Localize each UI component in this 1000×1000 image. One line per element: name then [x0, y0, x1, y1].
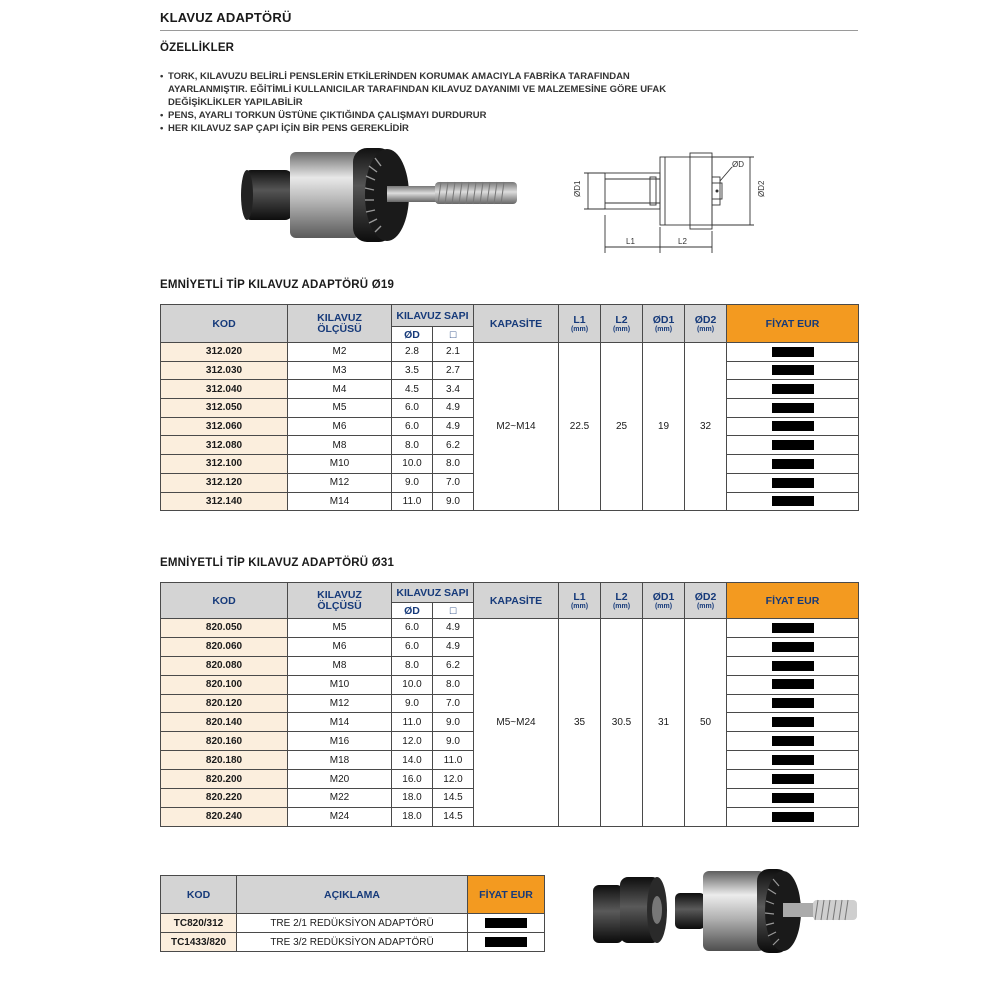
table19	[160, 304, 859, 511]
table19-heading: EMNİYETLİ TİP KILAVUZ ADAPTÖRÜ Ø19	[160, 279, 395, 291]
tap-size-cell: M12	[288, 473, 392, 492]
col-l2: L2 (mm)	[601, 583, 643, 619]
shank-diameter-cell: 6.0	[392, 417, 433, 436]
shank-square-cell: 3.4	[433, 380, 474, 399]
code-cell: 820.140	[161, 713, 288, 732]
col-od2: ØD2 (mm)	[685, 305, 727, 343]
shank-square-cell: 4.9	[433, 619, 474, 638]
od2-cell: 50	[685, 619, 727, 827]
col-od1: ØD1 (mm)	[643, 583, 685, 619]
col-kod: KOD	[161, 876, 237, 914]
shank-square-cell: 2.1	[433, 343, 474, 362]
tap-size-cell: M22	[288, 789, 392, 808]
price-redacted-bar	[485, 937, 527, 947]
price-redacted-bar	[772, 623, 814, 633]
price-redacted-bar	[772, 403, 814, 413]
price-redacted-bar	[772, 698, 814, 708]
code-cell: 312.100	[161, 455, 288, 474]
price-cell	[727, 436, 859, 455]
price-redacted-bar	[772, 384, 814, 394]
code-cell: 820.050	[161, 619, 288, 638]
tap-size-cell: M8	[288, 436, 392, 455]
col-kilavuz-olcusu: KILAVUZ ÖLÇÜSÜ	[288, 583, 392, 619]
drawing-l2-label: L2	[678, 237, 687, 246]
price-cell	[727, 343, 859, 362]
tap-size-cell: M14	[288, 713, 392, 732]
shank-diameter-cell: 8.0	[392, 436, 433, 455]
shank-square-cell: 14.5	[433, 807, 474, 826]
table-row	[161, 933, 545, 952]
col-od2: ØD2 (mm)	[685, 583, 727, 619]
price-redacted-bar	[772, 496, 814, 506]
col-kilavuz-olcusu: KILAVUZ ÖLÇÜSÜ	[288, 305, 392, 343]
shank-square-cell: 4.9	[433, 399, 474, 418]
col-square: □	[433, 603, 474, 619]
price-redacted-bar	[772, 793, 814, 803]
price-cell	[727, 713, 859, 732]
code-cell: 312.020	[161, 343, 288, 362]
price-cell	[727, 455, 859, 474]
tap-size-cell: M24	[288, 807, 392, 826]
price-redacted-bar	[772, 642, 814, 652]
col-kod: KOD	[161, 305, 288, 343]
code-cell: 312.140	[161, 492, 288, 511]
capacity-cell: M2~M14	[474, 343, 559, 511]
table31	[160, 582, 859, 827]
code-cell: 312.120	[161, 473, 288, 492]
shank-diameter-cell: 12.0	[392, 732, 433, 751]
shank-square-cell: 12.0	[433, 770, 474, 789]
price-cell	[727, 399, 859, 418]
price-redacted-bar	[772, 421, 814, 431]
code-cell: 312.050	[161, 399, 288, 418]
shank-diameter-cell: 14.0	[392, 751, 433, 770]
price-cell	[468, 914, 545, 933]
shank-diameter-cell: 18.0	[392, 807, 433, 826]
code-cell: 312.080	[161, 436, 288, 455]
tap-size-cell: M2	[288, 343, 392, 362]
price-cell	[727, 637, 859, 656]
tap-adapter-technical-drawing	[570, 135, 780, 255]
table31-heading: EMNİYETLİ TİP KILAVUZ ADAPTÖRÜ Ø31	[160, 557, 395, 569]
price-redacted-bar	[485, 918, 527, 928]
tap-size-cell: M5	[288, 399, 392, 418]
shank-square-cell: 6.2	[433, 656, 474, 675]
tap-size-cell: M20	[288, 770, 392, 789]
price-cell	[727, 492, 859, 511]
page-title: KLAVUZ ADAPTÖRÜ	[160, 10, 292, 25]
price-cell	[727, 361, 859, 380]
od1-cell: 19	[643, 343, 685, 511]
shank-square-cell: 7.0	[433, 473, 474, 492]
shank-diameter-cell: 3.5	[392, 361, 433, 380]
shank-diameter-cell: 10.0	[392, 675, 433, 694]
code-cell: 820.080	[161, 656, 288, 675]
code-cell: 820.100	[161, 675, 288, 694]
price-redacted-bar	[772, 774, 814, 784]
accessory-table	[160, 875, 545, 952]
description-cell: TRE 3/2 REDÜKSİYON ADAPTÖRÜ	[237, 933, 468, 952]
tap-size-cell: M4	[288, 380, 392, 399]
title-divider	[160, 30, 858, 31]
col-l2: L2 (mm)	[601, 305, 643, 343]
shank-diameter-cell: 18.0	[392, 789, 433, 808]
shank-square-cell: 2.7	[433, 361, 474, 380]
tap-adapter-photo	[235, 140, 525, 250]
drawing-d2-label: ØD2	[757, 180, 766, 197]
shank-diameter-cell: 6.0	[392, 637, 433, 656]
tap-size-cell: M10	[288, 455, 392, 474]
price-cell	[727, 807, 859, 826]
col-od: ØD	[392, 327, 433, 343]
code-cell: 312.060	[161, 417, 288, 436]
feature-item: • HER KILAVUZ SAP ÇAPI İÇİN BİR PENS GEREKLİDİR	[160, 122, 680, 135]
price-redacted-bar	[772, 661, 814, 671]
col-square: □	[433, 327, 474, 343]
price-redacted-bar	[772, 679, 814, 689]
shank-diameter-cell: 11.0	[392, 492, 433, 511]
tap-size-cell: M16	[288, 732, 392, 751]
code-cell: 312.040	[161, 380, 288, 399]
tap-size-cell: M5	[288, 619, 392, 638]
tap-size-cell: M18	[288, 751, 392, 770]
shank-square-cell: 8.0	[433, 455, 474, 474]
shank-diameter-cell: 8.0	[392, 656, 433, 675]
code-cell: TC1433/820	[161, 933, 237, 952]
table-row	[161, 619, 859, 638]
price-cell	[727, 619, 859, 638]
code-cell: 820.240	[161, 807, 288, 826]
col-kilavuz-sapi: KILAVUZ SAPI	[392, 305, 474, 327]
code-cell: 312.030	[161, 361, 288, 380]
tap-size-cell: M10	[288, 675, 392, 694]
col-kilavuz-sapi: KILAVUZ SAPI	[392, 583, 474, 603]
shank-square-cell: 9.0	[433, 492, 474, 511]
shank-square-cell: 6.2	[433, 436, 474, 455]
price-cell	[727, 732, 859, 751]
l1-cell: 35	[559, 619, 601, 827]
price-cell	[727, 751, 859, 770]
shank-square-cell: 14.5	[433, 789, 474, 808]
shank-square-cell: 11.0	[433, 751, 474, 770]
table-row	[161, 914, 545, 933]
drawing-d1-label: ØD1	[573, 180, 582, 197]
shank-square-cell: 4.9	[433, 417, 474, 436]
tap-size-cell: M8	[288, 656, 392, 675]
price-redacted-bar	[772, 440, 814, 450]
l1-cell: 22.5	[559, 343, 601, 511]
price-cell	[727, 770, 859, 789]
features-heading: ÖZELLİKLER	[160, 42, 235, 54]
reduction-adapter-with-tap-photo	[585, 865, 860, 955]
col-l1: L1 (mm)	[559, 305, 601, 343]
col-od: ØD	[392, 603, 433, 619]
shank-diameter-cell: 6.0	[392, 399, 433, 418]
shank-diameter-cell: 9.0	[392, 694, 433, 713]
col-od1: ØD1 (mm)	[643, 305, 685, 343]
tap-size-cell: M6	[288, 637, 392, 656]
table-row	[161, 343, 859, 362]
drawing-d-label: ØD	[732, 160, 744, 169]
price-cell	[727, 675, 859, 694]
price-redacted-bar	[772, 812, 814, 822]
features-list	[160, 70, 680, 135]
col-fiyat: FİYAT EUR	[727, 305, 859, 343]
price-cell	[727, 694, 859, 713]
l2-cell: 30.5	[601, 619, 643, 827]
code-cell: 820.200	[161, 770, 288, 789]
code-cell: 820.120	[161, 694, 288, 713]
tap-size-cell: M14	[288, 492, 392, 511]
od2-cell: 32	[685, 343, 727, 511]
col-fiyat: FİYAT EUR	[468, 876, 545, 914]
tap-size-cell: M6	[288, 417, 392, 436]
price-cell	[727, 417, 859, 436]
col-aciklama: AÇIKLAMA	[237, 876, 468, 914]
code-cell: 820.220	[161, 789, 288, 808]
shank-diameter-cell: 6.0	[392, 619, 433, 638]
shank-diameter-cell: 9.0	[392, 473, 433, 492]
shank-square-cell: 9.0	[433, 732, 474, 751]
capacity-cell: M5~M24	[474, 619, 559, 827]
price-cell	[468, 933, 545, 952]
price-redacted-bar	[772, 347, 814, 357]
description-cell: TRE 2/1 REDÜKSİYON ADAPTÖRÜ	[237, 914, 468, 933]
price-cell	[727, 656, 859, 675]
code-cell: 820.180	[161, 751, 288, 770]
col-fiyat: FİYAT EUR	[727, 583, 859, 619]
price-redacted-bar	[772, 365, 814, 375]
shank-square-cell: 7.0	[433, 694, 474, 713]
price-redacted-bar	[772, 755, 814, 765]
price-redacted-bar	[772, 717, 814, 727]
l2-cell: 25	[601, 343, 643, 511]
price-redacted-bar	[772, 478, 814, 488]
code-cell: 820.060	[161, 637, 288, 656]
drawing-l1-label: L1	[626, 237, 635, 246]
col-kapasite: KAPASİTE	[474, 305, 559, 343]
col-kod: KOD	[161, 583, 288, 619]
shank-square-cell: 4.9	[433, 637, 474, 656]
od1-cell: 31	[643, 619, 685, 827]
tap-size-cell: M12	[288, 694, 392, 713]
shank-diameter-cell: 10.0	[392, 455, 433, 474]
col-kapasite: KAPASİTE	[474, 583, 559, 619]
tap-size-cell: M3	[288, 361, 392, 380]
shank-diameter-cell: 2.8	[392, 343, 433, 362]
price-cell	[727, 380, 859, 399]
shank-square-cell: 8.0	[433, 675, 474, 694]
shank-diameter-cell: 11.0	[392, 713, 433, 732]
price-redacted-bar	[772, 736, 814, 746]
code-cell: TC820/312	[161, 914, 237, 933]
price-cell	[727, 789, 859, 808]
col-l1: L1 (mm)	[559, 583, 601, 619]
shank-square-cell: 9.0	[433, 713, 474, 732]
shank-diameter-cell: 4.5	[392, 380, 433, 399]
price-redacted-bar	[772, 459, 814, 469]
price-cell	[727, 473, 859, 492]
feature-item: • PENS, AYARLI TORKUN ÜSTÜNE ÇIKTIĞINDA ÇALIŞMAYI DURDURUR	[160, 109, 680, 122]
feature-item: • TORK, KILAVUZU BELİRLİ PENSLERİN ETKİLERİNDEN KORUMAK AMACIYLA FABRİKA TARAFINDAN AYARLANMIŞTIR. EĞİTİMLİ KULLANICILAR TARAFINDAN KILAVUZ DAYANIMI VE MALZEMESİNE GÖRE UFAK DEĞİŞİKLİKLER YAPILABİLİR	[160, 70, 680, 109]
shank-diameter-cell: 16.0	[392, 770, 433, 789]
code-cell: 820.160	[161, 732, 288, 751]
